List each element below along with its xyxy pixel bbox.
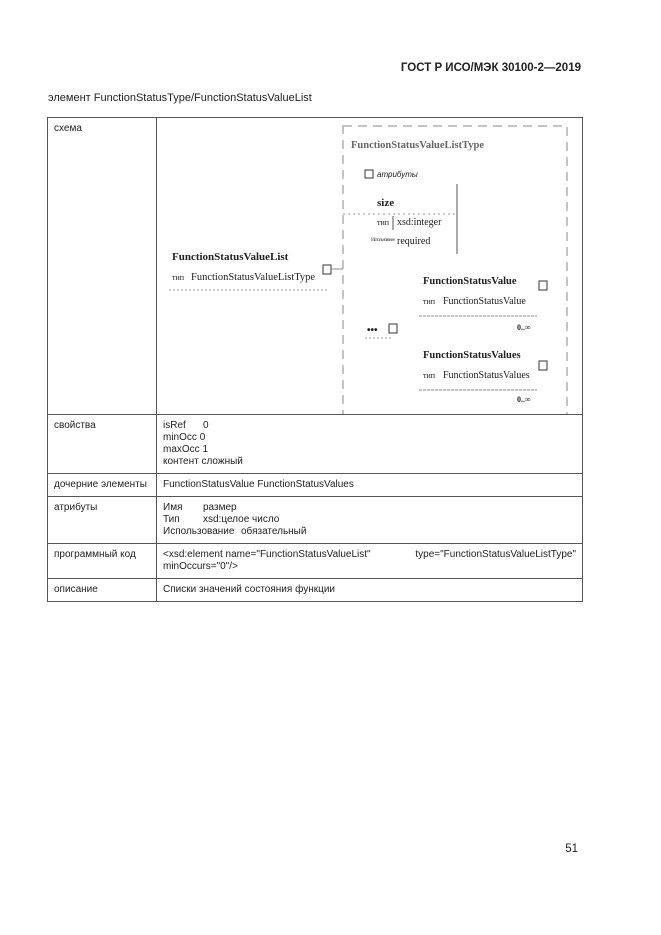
- schema-label: схема: [48, 118, 157, 415]
- child2-expand-icon[interactable]: [539, 361, 547, 370]
- description-row: [48, 579, 583, 602]
- properties-cell: [157, 415, 583, 474]
- code-row: [48, 544, 583, 579]
- children-row: [48, 474, 583, 497]
- prop-value: сложный: [201, 456, 243, 467]
- children-value: FunctionStatusValue FunctionStatusValues: [157, 474, 583, 497]
- schema-diagram: [157, 118, 582, 414]
- prop-value: 0: [199, 432, 206, 443]
- child1-type-label: тип: [423, 297, 436, 306]
- child1-name: FunctionStatusValue: [423, 276, 517, 287]
- root-type-label: тип: [172, 273, 185, 282]
- schema-cell: [157, 118, 583, 415]
- schema-row: [48, 118, 583, 415]
- properties-label: свойства: [48, 415, 157, 474]
- attributes-row-label: атрибуты: [48, 497, 157, 544]
- attr-name: size: [377, 197, 395, 209]
- prop-value: 0: [203, 420, 209, 431]
- attr-name-value: размер: [203, 502, 237, 513]
- attr-use: required: [397, 236, 431, 247]
- child1-expand-icon[interactable]: [539, 281, 547, 290]
- root-expand-icon[interactable]: [323, 265, 331, 274]
- child2-occurs: 0..∞: [517, 395, 531, 404]
- attr-usage-value: обязательный: [241, 526, 307, 537]
- child2-type: FunctionStatusValues: [443, 370, 530, 381]
- attr-use-label: Исполь-зование: [371, 237, 395, 243]
- root-type: FunctionStatusValueListType: [191, 272, 316, 283]
- sequence-symbol: •••: [367, 325, 378, 336]
- child2-name: FunctionStatusValues: [423, 350, 521, 361]
- prop-key: minOcc: [163, 432, 197, 443]
- attr-type-value: xsd:целое число: [203, 514, 280, 525]
- child1-type: FunctionStatusValue: [443, 296, 526, 307]
- prop-key: maxOcc: [163, 444, 200, 455]
- description-value: Списки значений состояния функции: [157, 579, 583, 602]
- group-title: FunctionStatusValueListType: [351, 140, 485, 151]
- children-label: дочерние элементы: [48, 474, 157, 497]
- sequence-icon[interactable]: [389, 324, 397, 333]
- prop-key: isRef: [163, 420, 186, 431]
- code-label: программный код: [48, 544, 157, 579]
- description-label: описание: [48, 579, 157, 602]
- prop-key: контент: [163, 456, 199, 467]
- properties-row: [48, 415, 583, 474]
- element-table: [47, 117, 583, 602]
- child1-occurs: 0..∞: [517, 323, 531, 332]
- element-caption: элемент FunctionStatusType/FunctionStatusValueList: [48, 92, 312, 104]
- prop-value: 1: [202, 444, 209, 455]
- child2-type-label: тип: [423, 371, 436, 380]
- attributes-cell: [157, 497, 583, 544]
- code-line-1b: type="FunctionStatusValueListType": [415, 549, 576, 560]
- attr-type: xsd:integer: [397, 217, 442, 228]
- attr-name-key: Имя: [163, 502, 183, 513]
- attr-type-key: Тип: [163, 514, 180, 525]
- code-line-2: minOccurs="0"/>: [163, 561, 238, 572]
- attributes-label: атрибуты: [377, 170, 418, 179]
- attributes-icon[interactable]: [365, 170, 373, 178]
- attr-usage-key: Использование: [163, 526, 235, 537]
- schema-svg: [157, 118, 583, 414]
- root-name: FunctionStatusValueList: [172, 251, 289, 263]
- page-number: 51: [565, 843, 578, 855]
- attr-type-label: тип: [377, 218, 390, 227]
- code-cell: [157, 544, 583, 579]
- standard-header: ГОСТ Р ИСО/МЭК 30100-2—2019: [400, 62, 581, 74]
- code-line-1a: <xsd:element name="FunctionStatusValueList": [163, 549, 371, 560]
- attributes-row: [48, 497, 583, 544]
